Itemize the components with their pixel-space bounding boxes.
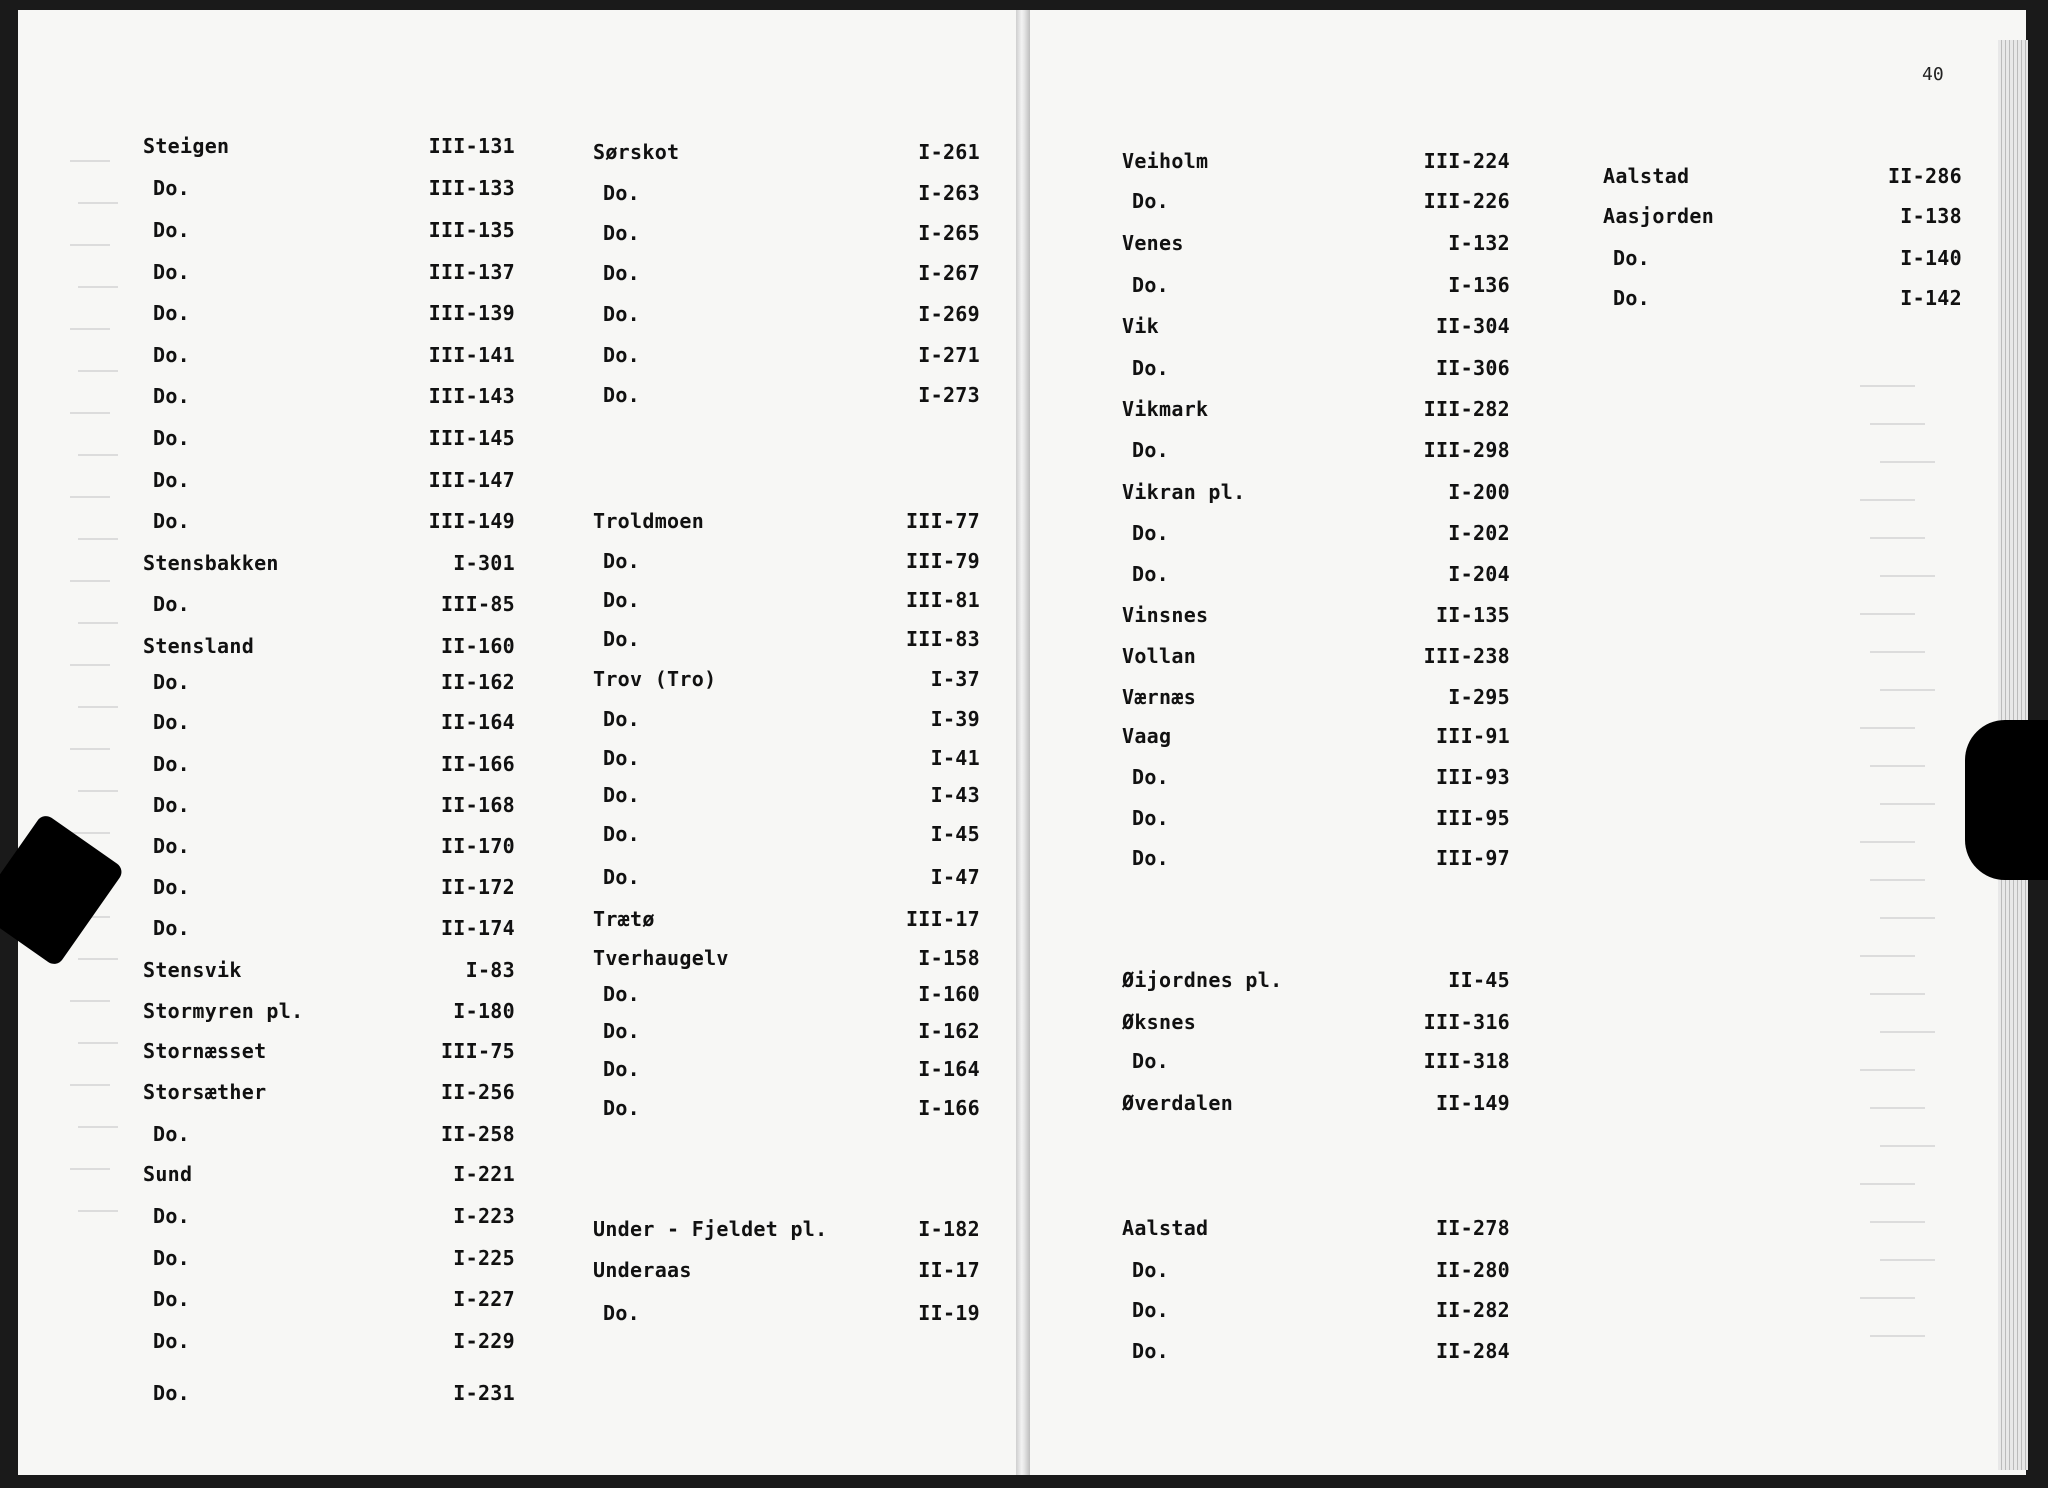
entry-name: Stensbakken xyxy=(143,551,279,575)
entry-reference: II-162 xyxy=(440,670,515,694)
entry-name: Do. xyxy=(1132,846,1170,870)
entry-name: Do. xyxy=(603,1301,641,1325)
entry-reference: III-316 xyxy=(1423,1010,1510,1034)
entry-name: Sørskot xyxy=(593,140,680,164)
entry-name: Veiholm xyxy=(1122,149,1209,173)
entry-name: Do. xyxy=(603,783,641,807)
entry-reference: I-142 xyxy=(1900,286,1962,310)
bleed-through-mark xyxy=(70,160,110,162)
entry-name: Værnæs xyxy=(1122,685,1197,709)
entry-name: Do. xyxy=(603,1057,641,1081)
bleed-through-mark xyxy=(70,328,110,330)
entry-name: Do. xyxy=(603,865,641,889)
bleed-through-mark xyxy=(1870,993,1925,995)
entry-reference: I-223 xyxy=(453,1204,515,1228)
entry-name: Do. xyxy=(1132,356,1170,380)
entry-reference: I-225 xyxy=(453,1246,515,1270)
bleed-through-mark xyxy=(70,580,110,582)
entry-reference: I-301 xyxy=(453,551,515,575)
entry-reference: III-135 xyxy=(428,218,515,242)
entry-reference: III-17 xyxy=(905,907,980,931)
entry-name: Do. xyxy=(153,301,191,325)
entry-name: Do. xyxy=(153,260,191,284)
entry-reference: III-93 xyxy=(1435,765,1510,789)
entry-reference: I-202 xyxy=(1448,521,1510,545)
entry-name: Do. xyxy=(603,822,641,846)
entry-name: Underaas xyxy=(593,1258,692,1282)
bleed-through-mark xyxy=(1860,955,1915,957)
bleed-through-mark xyxy=(1870,423,1925,425)
entry-reference: I-229 xyxy=(453,1329,515,1353)
entry-reference: III-133 xyxy=(428,176,515,200)
entry-reference: I-271 xyxy=(918,343,980,367)
entry-name: Do. xyxy=(1132,1049,1170,1073)
entry-reference: II-45 xyxy=(1448,968,1510,992)
entry-reference: II-170 xyxy=(440,834,515,858)
entry-name: Do. xyxy=(153,916,191,940)
entry-reference: II-256 xyxy=(440,1080,515,1104)
entry-reference: I-166 xyxy=(918,1096,980,1120)
book-spine xyxy=(1016,10,1030,1475)
entry-name: Do. xyxy=(153,509,191,533)
entry-name: Trætø xyxy=(593,907,655,931)
entry-reference: I-295 xyxy=(1448,685,1510,709)
bleed-through-mark xyxy=(1870,879,1925,881)
entry-reference: II-160 xyxy=(440,634,515,658)
entry-name: Do. xyxy=(153,592,191,616)
entry-reference: II-168 xyxy=(440,793,515,817)
bleed-through-mark xyxy=(70,664,110,666)
bleed-through-mark xyxy=(1870,765,1925,767)
bleed-through-mark xyxy=(78,1210,118,1212)
entry-name: Troldmoen xyxy=(593,509,705,533)
entry-reference: I-138 xyxy=(1900,204,1962,228)
entry-name: Øksnes xyxy=(1122,1010,1197,1034)
entry-reference: III-83 xyxy=(905,627,980,651)
bleed-through-mark xyxy=(1880,689,1935,691)
bleed-through-mark xyxy=(70,496,110,498)
bleed-through-mark xyxy=(1880,575,1935,577)
entry-name: Do. xyxy=(153,875,191,899)
entry-reference: I-83 xyxy=(465,958,515,982)
entry-reference: I-180 xyxy=(453,999,515,1023)
bleed-through-mark xyxy=(1880,1259,1935,1261)
entry-name: Do. xyxy=(603,261,641,285)
bleed-through-mark xyxy=(78,286,118,288)
entry-reference: III-147 xyxy=(428,468,515,492)
entry-name: Do. xyxy=(153,1287,191,1311)
entry-name: Sund xyxy=(143,1162,193,1186)
entry-reference: I-221 xyxy=(453,1162,515,1186)
entry-reference: II-166 xyxy=(440,752,515,776)
bleed-through-mark xyxy=(1860,499,1915,501)
entry-reference: I-140 xyxy=(1900,246,1962,270)
bleed-through-mark xyxy=(70,1084,110,1086)
entry-name: Do. xyxy=(1132,521,1170,545)
entry-name: Do. xyxy=(1132,1298,1170,1322)
entry-name: Do. xyxy=(153,176,191,200)
bleed-through-mark xyxy=(70,748,110,750)
right-page xyxy=(1026,10,2026,1475)
bleed-through-mark xyxy=(70,832,110,834)
entry-name: Do. xyxy=(153,793,191,817)
entry-name: Steigen xyxy=(143,134,230,158)
entry-reference: II-284 xyxy=(1435,1339,1510,1363)
entry-name: Do. xyxy=(153,1122,191,1146)
entry-reference: II-174 xyxy=(440,916,515,940)
entry-reference: III-141 xyxy=(428,343,515,367)
entry-name: Stensland xyxy=(143,634,255,658)
entry-name: Do. xyxy=(153,1381,191,1405)
entry-name: Øijordnes pl. xyxy=(1122,968,1283,992)
entry-reference: III-282 xyxy=(1423,397,1510,421)
entry-name: Trov (Tro) xyxy=(593,667,717,691)
entry-reference: I-158 xyxy=(918,946,980,970)
entry-name: Do. xyxy=(153,1329,191,1353)
bleed-through-mark xyxy=(1860,1297,1915,1299)
bleed-through-mark xyxy=(70,1000,110,1002)
bleed-through-mark xyxy=(78,454,118,456)
entry-name: Do. xyxy=(1132,189,1170,213)
entry-reference: III-85 xyxy=(440,592,515,616)
entry-reference: III-298 xyxy=(1423,438,1510,462)
entry-reference: II-164 xyxy=(440,710,515,734)
entry-name: Do. xyxy=(603,588,641,612)
entry-reference: I-37 xyxy=(930,667,980,691)
entry-name: Storsæther xyxy=(143,1080,267,1104)
entry-reference: I-164 xyxy=(918,1057,980,1081)
entry-reference: III-131 xyxy=(428,134,515,158)
entry-name: Stensvik xyxy=(143,958,242,982)
entry-name: Do. xyxy=(603,1096,641,1120)
entry-reference: III-139 xyxy=(428,301,515,325)
entry-name: Aasjorden xyxy=(1603,204,1715,228)
bleed-through-mark xyxy=(78,1126,118,1128)
entry-reference: I-45 xyxy=(930,822,980,846)
entry-reference: I-182 xyxy=(918,1217,980,1241)
entry-name: Do. xyxy=(603,343,641,367)
entry-name: Do. xyxy=(1132,806,1170,830)
bleed-through-mark xyxy=(78,538,118,540)
entry-reference: III-137 xyxy=(428,260,515,284)
bleed-through-mark xyxy=(1880,1145,1935,1147)
entry-name: Vikmark xyxy=(1122,397,1209,421)
entry-name: Do. xyxy=(1613,286,1651,310)
entry-name: Do. xyxy=(603,627,641,651)
entry-name: Do. xyxy=(153,468,191,492)
entry-reference: III-149 xyxy=(428,509,515,533)
entry-reference: III-238 xyxy=(1423,644,1510,668)
bleed-through-mark xyxy=(1860,385,1915,387)
entry-reference: II-19 xyxy=(918,1301,980,1325)
entry-name: Do. xyxy=(603,221,641,245)
entry-reference: III-75 xyxy=(440,1039,515,1063)
entry-reference: II-282 xyxy=(1435,1298,1510,1322)
entry-reference: III-145 xyxy=(428,426,515,450)
entry-name: Do. xyxy=(603,302,641,326)
entry-reference: III-77 xyxy=(905,509,980,533)
entry-reference: III-226 xyxy=(1423,189,1510,213)
entry-reference: III-143 xyxy=(428,384,515,408)
entry-name: Do. xyxy=(153,752,191,776)
entry-name: Vaag xyxy=(1122,724,1172,748)
entry-reference: II-258 xyxy=(440,1122,515,1146)
entry-name: Do. xyxy=(153,343,191,367)
entry-reference: I-204 xyxy=(1448,562,1510,586)
entry-name: Do. xyxy=(603,707,641,731)
entry-reference: I-231 xyxy=(453,1381,515,1405)
entry-reference: I-39 xyxy=(930,707,980,731)
bleed-through-mark xyxy=(1860,727,1915,729)
binder-clip-right xyxy=(1965,720,2048,880)
entry-reference: III-91 xyxy=(1435,724,1510,748)
entry-name: Do. xyxy=(1132,273,1170,297)
entry-name: Stormyren pl. xyxy=(143,999,304,1023)
entry-reference: I-162 xyxy=(918,1019,980,1043)
entry-reference: I-160 xyxy=(918,982,980,1006)
entry-reference: I-267 xyxy=(918,261,980,285)
entry-reference: III-318 xyxy=(1423,1049,1510,1073)
entry-name: Do. xyxy=(153,710,191,734)
entry-name: Do. xyxy=(603,549,641,573)
entry-reference: I-265 xyxy=(918,221,980,245)
entry-reference: II-172 xyxy=(440,875,515,899)
entry-reference: III-81 xyxy=(905,588,980,612)
entry-name: Do. xyxy=(603,982,641,1006)
entry-reference: II-304 xyxy=(1435,314,1510,338)
entry-reference: III-224 xyxy=(1423,149,1510,173)
entry-name: Tverhaugelv xyxy=(593,946,729,970)
entry-reference: I-200 xyxy=(1448,480,1510,504)
entry-reference: II-278 xyxy=(1435,1216,1510,1240)
entry-reference: I-263 xyxy=(918,181,980,205)
entry-name: Do. xyxy=(153,384,191,408)
entry-reference: I-47 xyxy=(930,865,980,889)
entry-reference: III-97 xyxy=(1435,846,1510,870)
bleed-through-mark xyxy=(1880,1031,1935,1033)
entry-reference: III-95 xyxy=(1435,806,1510,830)
entry-reference: I-136 xyxy=(1448,273,1510,297)
entry-name: Aalstad xyxy=(1603,164,1690,188)
entry-name: Vikran pl. xyxy=(1122,480,1246,504)
entry-name: Vinsnes xyxy=(1122,603,1209,627)
entry-reference: II-306 xyxy=(1435,356,1510,380)
entry-name: Do. xyxy=(603,383,641,407)
bleed-through-mark xyxy=(78,958,118,960)
bleed-through-mark xyxy=(1860,613,1915,615)
entry-reference: II-135 xyxy=(1435,603,1510,627)
entry-reference: II-286 xyxy=(1887,164,1962,188)
bleed-through-mark xyxy=(78,622,118,624)
entry-reference: III-79 xyxy=(905,549,980,573)
entry-reference: I-132 xyxy=(1448,231,1510,255)
bleed-through-mark xyxy=(70,244,110,246)
entry-name: Do. xyxy=(1132,562,1170,586)
bleed-through-mark xyxy=(1880,461,1935,463)
entry-reference: I-273 xyxy=(918,383,980,407)
entry-reference: I-269 xyxy=(918,302,980,326)
bleed-through-mark xyxy=(1860,841,1915,843)
bleed-through-mark xyxy=(1870,537,1925,539)
entry-name: Do. xyxy=(1132,765,1170,789)
entry-name: Vik xyxy=(1122,314,1160,338)
entry-reference: II-149 xyxy=(1435,1091,1510,1115)
page-number: 40 xyxy=(1922,64,1944,85)
bleed-through-mark xyxy=(70,412,110,414)
bleed-through-mark xyxy=(1860,1069,1915,1071)
bleed-through-mark xyxy=(1870,1107,1925,1109)
entry-name: Do. xyxy=(1132,1339,1170,1363)
entry-name: Do. xyxy=(153,1204,191,1228)
entry-name: Do. xyxy=(153,426,191,450)
bleed-through-mark xyxy=(1870,1221,1925,1223)
entry-name: Stornæsset xyxy=(143,1039,267,1063)
entry-name: Under - Fjeldet pl. xyxy=(593,1217,828,1241)
entry-name: Do. xyxy=(1132,1258,1170,1282)
entry-name: Do. xyxy=(153,1246,191,1270)
entry-name: Vollan xyxy=(1122,644,1197,668)
entry-name: Do. xyxy=(603,181,641,205)
bleed-through-mark xyxy=(78,790,118,792)
bleed-through-mark xyxy=(1870,1335,1925,1337)
entry-name: Do. xyxy=(1132,438,1170,462)
entry-name: Do. xyxy=(603,1019,641,1043)
bleed-through-mark xyxy=(1860,1183,1915,1185)
entry-name: Do. xyxy=(153,670,191,694)
entry-reference: I-227 xyxy=(453,1287,515,1311)
bleed-through-mark xyxy=(1870,651,1925,653)
entry-name: Do. xyxy=(1613,246,1651,270)
bleed-through-mark xyxy=(1880,917,1935,919)
bleed-through-mark xyxy=(78,370,118,372)
entry-reference: I-43 xyxy=(930,783,980,807)
bleed-through-mark xyxy=(78,202,118,204)
entry-name: Do. xyxy=(153,218,191,242)
bleed-through-mark xyxy=(78,1042,118,1044)
bleed-through-mark xyxy=(1880,803,1935,805)
entry-name: Do. xyxy=(603,746,641,770)
entry-name: Do. xyxy=(153,834,191,858)
entry-reference: I-261 xyxy=(918,140,980,164)
entry-reference: II-17 xyxy=(918,1258,980,1282)
entry-reference: II-280 xyxy=(1435,1258,1510,1282)
entry-name: Øverdalen xyxy=(1122,1091,1234,1115)
entry-name: Aalstad xyxy=(1122,1216,1209,1240)
bleed-through-mark xyxy=(70,1168,110,1170)
entry-reference: I-41 xyxy=(930,746,980,770)
entry-name: Venes xyxy=(1122,231,1184,255)
bleed-through-mark xyxy=(78,706,118,708)
